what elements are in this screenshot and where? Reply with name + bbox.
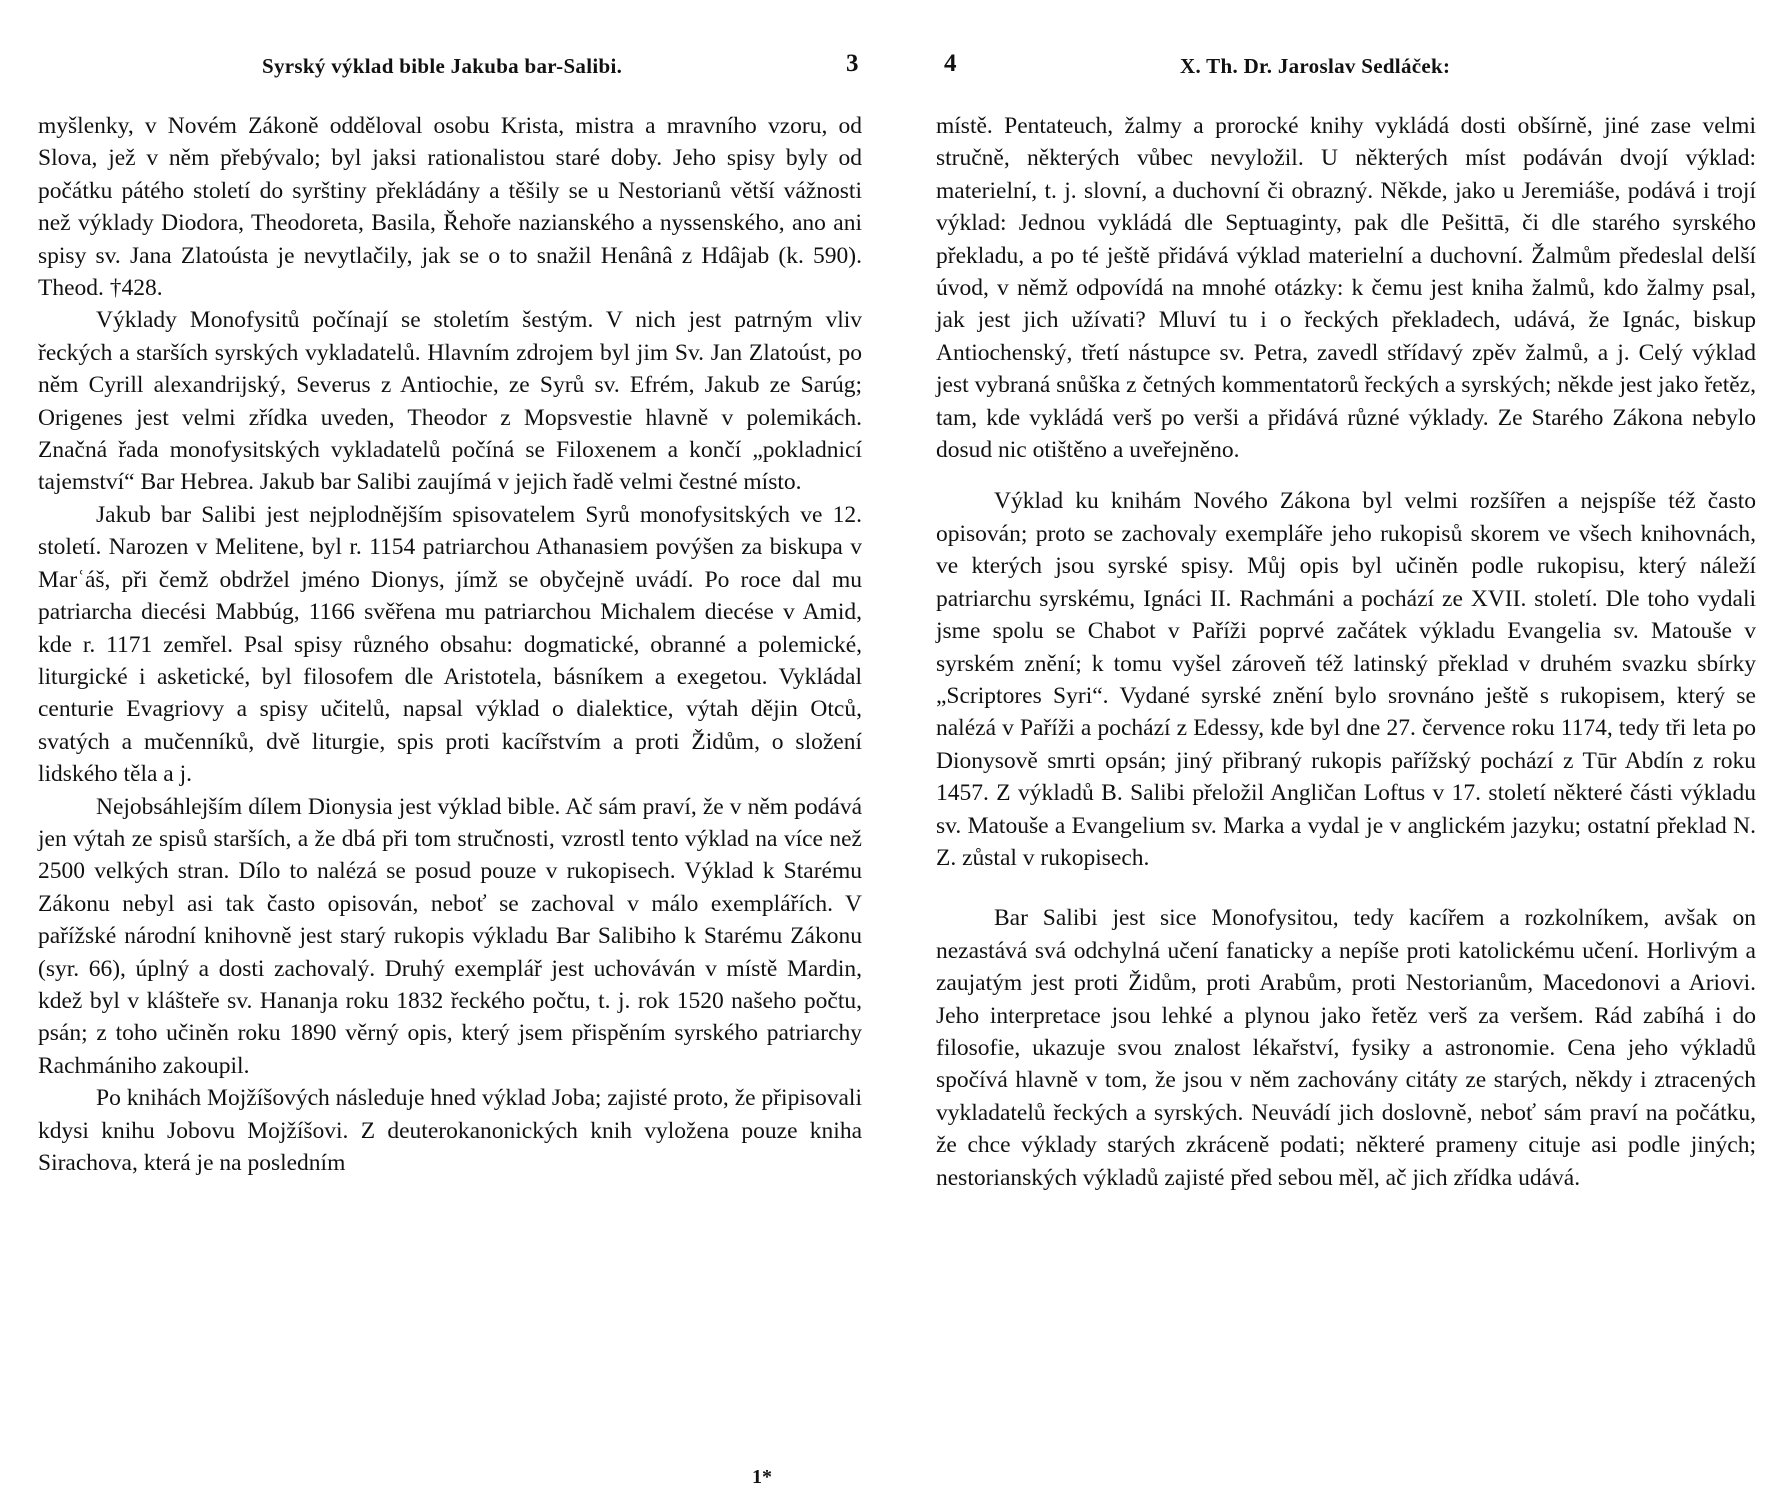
running-head: X. Th. Dr. Jaroslav Sedláček: [1180, 54, 1451, 78]
page-number: 4 [944, 50, 957, 77]
paragraph: Bar Salibi jest sice Monofysitou, tedy kacířem a rozkolníkem, avšak on nezastává svá odchylná učení fanaticky a nepíše proti katolickému učení. Horlivým a zaujatým jest proti Židům, proti Arabům, proti Nestorianům, Macedonovi a Ariovi. Jeho interpretace jsou lehké a plynou jako řetěz verš za veršem. Rád zabíhá i do filosofie, ukazuje svou znalost lékařství, fysiky a astronomie. Cena jeho výkladů spočívá hlavně v tom, že jsou v něm zachovány citáty ze starých, někdy i ztracených vykladatelů řeckých a syrských. Neuvádí jich doslovně, neboť sám praví na počátku, že chce výklady starých zkráceně podati; některé prameny cituje asi podle jiných; nestorianských výkladů zajisté před sebou měl, ač jich zřídka udává. [936, 905, 1756, 1191]
paragraph: Po knihách Mojžíšových následuje hned výklad Joba; zajisté proto, že připisovali kdysi knihu Jobovu Mojžíšovi. Z deuterokanonických knih vyložena pouze kniha Sirachova, která je na posledním [38, 1085, 862, 1176]
paragraph: Výklady Monofysitů počínají se stoletím šestým. V nich jest patrným vliv řeckých a starších syrských vykladatelů. Hlavním zdrojem byl jim Sv. Jan Zlatoúst, po něm Cyrill alexandrijský, Severus z Antiochie, ze Syrů sv. Efrém, Jakub ze Sarúg; Origenes jest velmi zřídka uveden, Theodor z Mopsvestie hlavně v polemikách. Značná řada monofysitských vykladatelů počíná se Filoxenem a končí „pokladnicí tajemství“ Bar Hebrea. Jakub bar Salibi zaujímá v jejich řadě velmi čestné místo. [38, 307, 862, 496]
right-page-header [930, 50, 1750, 84]
left-page-header [40, 50, 860, 84]
paragraph: místě. Pentateuch, žalmy a prorocké knihy vykládá dosti obšírně, jiné zase velmi stručně, některých vůbec nevyložil. U některých míst podáván dvojí výklad: materielní, t. j. slovní, a duchovní či obrazný. Někde, jako u Jeremiáše, podává i trojí výklad: Jednou vykládá dle Septuaginty, pak dle Pešittā, či dle starého syrského překladu, a po té ještě přidává výklad materielní a duchovní. Žalmům předeslal delší úvod, v němž odpovídá na mnohé otázky: k čemu jest kniha žalmů, kdo žalmy psal, jak jest jich užívati? Mluví tu i o řeckých překladech, udává, že Ignác, biskup Antiochenský, třetí nástupce sv. Petra, zavedl střídavý zpěv žalmů, a j. Celý výklad jest vybraná snůška z četných kommentatorů řeckých a syrských; někde jest jako řetěz, tam, kde vykládá verš po verši a přidává různé výklady. Ze Starého Zákona nebylo dosud nic otištěno a uveřejněno. [936, 113, 1756, 464]
page-number: 3 [846, 50, 859, 77]
right-page-body [936, 110, 1756, 1194]
paragraph: myšlenky, v Novém Zákoně odděloval osobu Krista, mistra a mravního vzoru, od Slova, jež v něm přebývalo; byl jaksi rationalistou staré doby. Jeho spisy byly od počátku pátého století do syrštiny překládány a těšily se u Nestorianů větší vážnosti než výklady Diodora, Theodoreta, Basila, Řehoře nazianského a nyssenského, ano ani spisy sv. Jana Zlatoústa je nevytlačily, jak se o to snažil Henânâ z Hdâjab (k. 590). Theod. †428. [38, 113, 862, 302]
paragraph: Výklad ku knihám Nového Zákona byl velmi rozšířen a nejspíše též často opisován; proto se zachovaly exempláře jeho rukopisů skorem ve všech knihovnách, ve kterých jsou syrské spisy. Můj opis byl učiněn podle rukopisu, který náleží patriarchu syrskému, Ignáci II. Rachmáni a pochází ze XVII. století. Dle toho vydali jsme spolu se Chabot v Paříži poprvé začátek výkladu Evangelia sv. Matouše v syrském znění; k tomu vyšel zároveň též latinský překlad v druhém svazku sbírky „Scriptores Syri“. Vydané syrské znění bylo srovnáno ještě s rukopisem, který se nalézá v Paříži a pochází z Edessy, kde byl dne 27. července roku 1174, tedy tři leta po Dionysově smrti opsán; jiný přibraný rukopis pařížský pochází z Tūr Abdín z roku 1457. Z výkladů B. Salibi přeložil Angličan Loftus v 17. století některé části výkladu sv. Matouše a Evangelium sv. Marka a vydal je v anglickém jazyku; ostatní překlad N. Z. zůstal v rukopisech. [936, 488, 1756, 871]
right-page [890, 0, 1780, 1500]
left-page-body [38, 110, 862, 1179]
running-head: Syrský výklad bible Jakuba bar-Salibi. [262, 54, 623, 78]
signature-mark: 1* [752, 1466, 772, 1488]
paragraph: Nejobsáhlejším dílem Dionysia jest výklad bible. Ač sám praví, že v něm podává jen výtah ze spisů starších, a že dbá při tom stručnosti, vzrostl tento výklad na více než 2500 velkých stran. Dílo to nalézá se posud pouze v rukopisech. Výklad k Starému Zákonu nebyl asi tak často opisován, neboť se zachoval v málo exemplářích. V pařížské národní knihovně jest starý rukopis výkladu Bar Salibiho k Starému Zákonu (syr. 66), úplný a dosti zachovalý. Druhý exemplář jest uchováván v místě Mardin, kdež byl v klášteře sv. Hananja roku 1832 řeckého počtu, t. j. rok 1520 našeho počtu, psán; z toho učiněn roku 1890 věrný opis, který jsem přispěním syrského patriarchy Rachmániho zakoupil. [38, 793, 862, 1079]
paragraph: Jakub bar Salibi jest nejplodnějším spisovatelem Syrů monofysitských ve 12. století. Narozen v Melitene, byl r. 1154 patriarchou Athanasiem povýšen za biskupa v Marʿáš, při čemž obdržel jméno Dionys, jímž se obyčejně uvádí. Po roce dal mu patriarcha diecési Mabbúg, 1166 svěřena mu patriarchou Michalem diecése v Amid, kde r. 1171 zemřel. Psal spisy různého obsahu: dogmatické, obranné a polemické, liturgické i asketické, byl filosofem dle Aristotela, básníkem a exegetou. Vykládal centurie Evagriovy a spisy učitelů, napsal výklad o dialektice, výtah dějin Otců, svatých a mučenníků, dvě liturgie, spis proti kacířstvím a proti Židům, o složení lidského těla a j. [38, 501, 862, 788]
